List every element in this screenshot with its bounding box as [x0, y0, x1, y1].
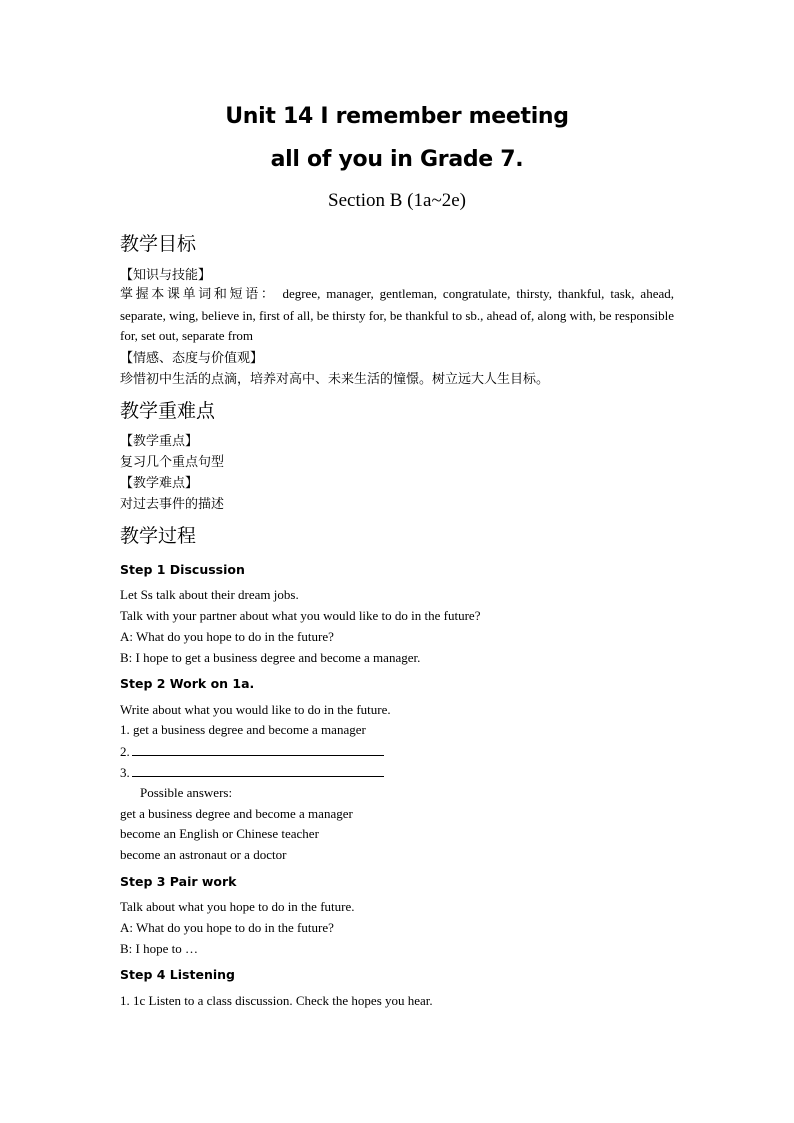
step1-line: B: I hope to get a business degree and become a manager. [120, 650, 421, 665]
answer-blank-2: 2. [120, 743, 384, 760]
possible-answer: become an astronaut or a doctor [120, 847, 287, 862]
emotion-label: 【情感、态度与价值观】 [120, 351, 264, 366]
step2-line: Write about what you would like to do in the future. [120, 702, 391, 717]
step2-title: Step 2 Work on 1a. [120, 676, 255, 691]
process-heading: 教学过程 [120, 525, 197, 547]
difficulty-text: 对过去事件的描述 [120, 497, 225, 512]
step4-title: Step 4 Listening [120, 967, 235, 982]
possible-answers-label: Possible answers: [140, 785, 233, 800]
step1-line: Talk with your partner about what you would like to do in the future? [120, 608, 481, 623]
blank-line [132, 743, 384, 756]
step3-line: B: I hope to … [120, 941, 198, 956]
knowledge-label: 【知识与技能】 [120, 268, 212, 283]
step3-line: Talk about what you hope to do in the future. [120, 899, 355, 914]
step3-title: Step 3 Pair work [120, 874, 237, 889]
step4-line: 1. 1c Listen to a class discussion. Check the hopes you hear. [120, 993, 433, 1008]
knowledge-words: degree, manager, gentleman, congratulate, thirsty, thankful, task, ahead, separate, wing, believe in, first of all, be thirsty for, be thankful to sb., ahead of, along with, be responsible for, set out, separate from [120, 286, 674, 343]
step1-line: A: What do you hope to do in the future? [120, 629, 334, 644]
emotion-text: 珍惜初中生活的点滴，培养对高中、未来生活的憧憬。树立远大人生目标。 [120, 372, 550, 387]
focus-text: 复习几个重点句型 [120, 455, 225, 470]
knowledge-lead: 掌握本课单词和短语： [120, 287, 277, 302]
answer-blank-3: 3. [120, 764, 384, 781]
title-line-2: all of you in Grade 7. [270, 147, 524, 172]
subtitle: Section B (1a~2e) [328, 190, 466, 211]
step1-title: Step 1 Discussion [120, 562, 245, 577]
blank-line [132, 764, 384, 777]
objectives-heading: 教学目标 [120, 233, 197, 255]
step3-line: A: What do you hope to do in the future? [120, 920, 334, 935]
key-points-heading: 教学重难点 [120, 400, 216, 422]
possible-answer: become an English or Chinese teacher [120, 826, 319, 841]
focus-label: 【教学重点】 [120, 434, 199, 449]
step2-line: 1. get a business degree and become a manager [120, 722, 366, 737]
possible-answer: get a business degree and become a manager [120, 806, 353, 821]
difficulty-label: 【教学难点】 [120, 476, 199, 491]
step1-line: Let Ss talk about their dream jobs. [120, 587, 299, 602]
knowledge-paragraph [120, 284, 674, 347]
title-line-1: Unit 14 I remember meeting [225, 104, 569, 129]
